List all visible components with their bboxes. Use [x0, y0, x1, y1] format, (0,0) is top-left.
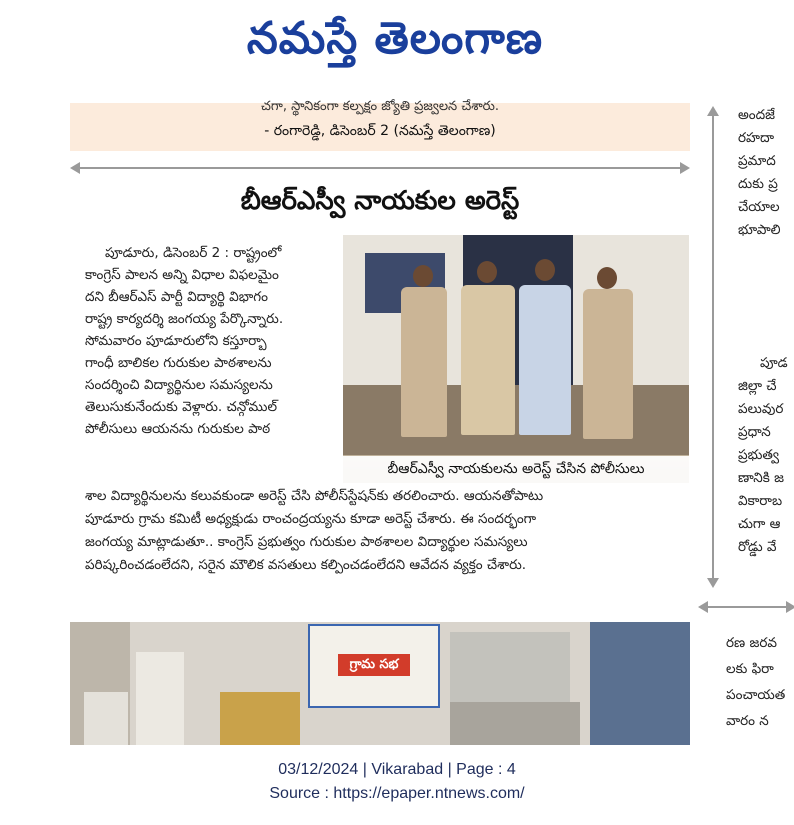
adjacent-article-bottom: [726, 630, 794, 734]
article-line: శాల విద్యార్థినులను కలువకుండా అరెస్ట్ చేసి పోలీస్‌స్టేషన్‌కు తరలించారు. ఆయనతోపాటు: [85, 488, 544, 504]
photo-person: [583, 289, 633, 439]
adjacent-line: వారం న: [726, 713, 769, 729]
article-line: పోలీసులు ఆయనను గురుకుల పాఠ: [85, 421, 271, 437]
photo-person-head: [477, 261, 497, 283]
adjacent-line: ప్రభుత్వ: [738, 447, 780, 463]
photo-person-head: [597, 267, 617, 289]
article-headline: బీఆర్ఎస్వీ నాయకుల అరెస్ట్: [240, 186, 520, 216]
adjacent-line: చుగా ఆ: [738, 516, 781, 532]
adjacent-line: రోడ్డు వే: [738, 539, 777, 555]
vertical-divider-arrow: [712, 108, 714, 586]
adjacent-article-top: [738, 104, 794, 242]
adjacent-line: చేయాల: [738, 199, 780, 215]
previous-article-dateline: - రంగారెడ్డి, డిసెంబర్ 2 (నమస్తే తెలంగాణ): [264, 123, 496, 139]
banner-text: గ్రామ సభ: [338, 654, 410, 676]
adjacent-line: రహదా: [738, 130, 774, 146]
article-line: దని బీఆర్ఎస్ పార్టీ విద్యార్థి విభాగం: [85, 289, 268, 305]
newspaper-logo: నమస్తే తెలంగాణ: [246, 13, 544, 64]
photo-door: [590, 622, 690, 745]
photo-person: [450, 702, 580, 745]
adjacent-line: ప్రధాన: [738, 424, 771, 440]
adjacent-line: రణ జరవ: [726, 635, 777, 651]
horizontal-divider-arrow: [72, 167, 688, 169]
page-footer: [0, 758, 794, 806]
photo-person: [84, 692, 128, 745]
article-line: సోమవారం పూడూరులోని కస్తూర్బా: [85, 333, 267, 349]
adjacent-line: భూపాలి: [738, 222, 781, 238]
photo-person: [461, 285, 515, 435]
photo-steps: [343, 385, 689, 455]
photo-person: [519, 285, 571, 435]
horizontal-divider-arrow-right: [700, 606, 794, 608]
article-line: పూడూరు గ్రామ కమిటీ అధ్యక్షుడు రాంచంద్రయ్యను కూడా అరెస్ట్ చేశారు. ఈ సందర్భంగా: [85, 511, 537, 527]
article-line: సందర్శించి విద్యార్థినుల సమస్యలను: [85, 377, 273, 393]
photo-person: [220, 692, 300, 745]
adjacent-line: పలువుర: [738, 401, 784, 417]
photo-person-head: [535, 259, 555, 281]
adjacent-line: దుకు ప్ర: [738, 176, 778, 192]
adjacent-line: ణానికి జ: [738, 470, 784, 486]
footer-date-edition: 03/12/2024 | Vikarabad | Page : 4: [278, 761, 516, 778]
bottom-photo: [70, 622, 690, 745]
article-line: తెలుసుకునేందుకు వెళ్లారు. చన్గోముల్: [85, 399, 278, 415]
article-line: రాష్ట్ర కార్యదర్శి జంగయ్య పేర్కొన్నారు.: [85, 311, 284, 327]
photo-person: [401, 287, 447, 437]
previous-article-box: [70, 99, 690, 151]
adjacent-line: జిల్లా చే: [738, 378, 777, 394]
footer-source: Source : https://epaper.ntnews.com/: [269, 785, 525, 802]
adjacent-line: లకు ఫిరా: [726, 661, 774, 677]
photo-caption: బీఆర్ఎస్వీ నాయకులను అరెస్ట్ చేసిన పోలీసులు: [343, 456, 689, 483]
article-line: పూడూరు, డిసెంబర్ 2 : రాష్ట్రంలో: [105, 245, 282, 261]
adjacent-line: పంచాయత: [726, 687, 786, 703]
photo-person-head: [413, 265, 433, 287]
article-line: జంగయ్య మాట్లాడుతూ.. కాంగ్రెస్ ప్రభుత్వం గురుకుల పాఠశాలల విద్యార్థుల సమస్యలు: [85, 534, 528, 550]
grama-sabha-banner: [308, 624, 440, 708]
adjacent-line: పూడ: [760, 355, 788, 371]
article-body-narrow: [85, 242, 340, 440]
masthead: [0, 0, 794, 78]
article-line: గాంధీ బాలికల గురుకుల పాఠశాలను: [85, 355, 272, 371]
article-body-wide: [85, 485, 685, 577]
photo-person: [136, 652, 184, 745]
previous-article-last-line: చగా, స్థానికంగా కల్పక్షం జ్యోతి ప్రజ్వలన చేశారు.: [260, 99, 500, 114]
article-photo: [343, 235, 689, 483]
adjacent-line: వికారాబ: [738, 493, 783, 509]
adjacent-line: ప్రమాద: [738, 153, 776, 169]
adjacent-line: అందజే: [738, 107, 776, 123]
adjacent-article-mid: [738, 352, 794, 559]
article-line: పరిష్కరించడంలేదని, సరైన మౌలిక వసతులు కల్పించడంలేదని ఆవేదన వ్యక్తం చేశారు.: [85, 557, 527, 573]
article-line: కాంగ్రెస్ పాలన అన్ని విధాల విఫలమైం: [85, 267, 279, 283]
